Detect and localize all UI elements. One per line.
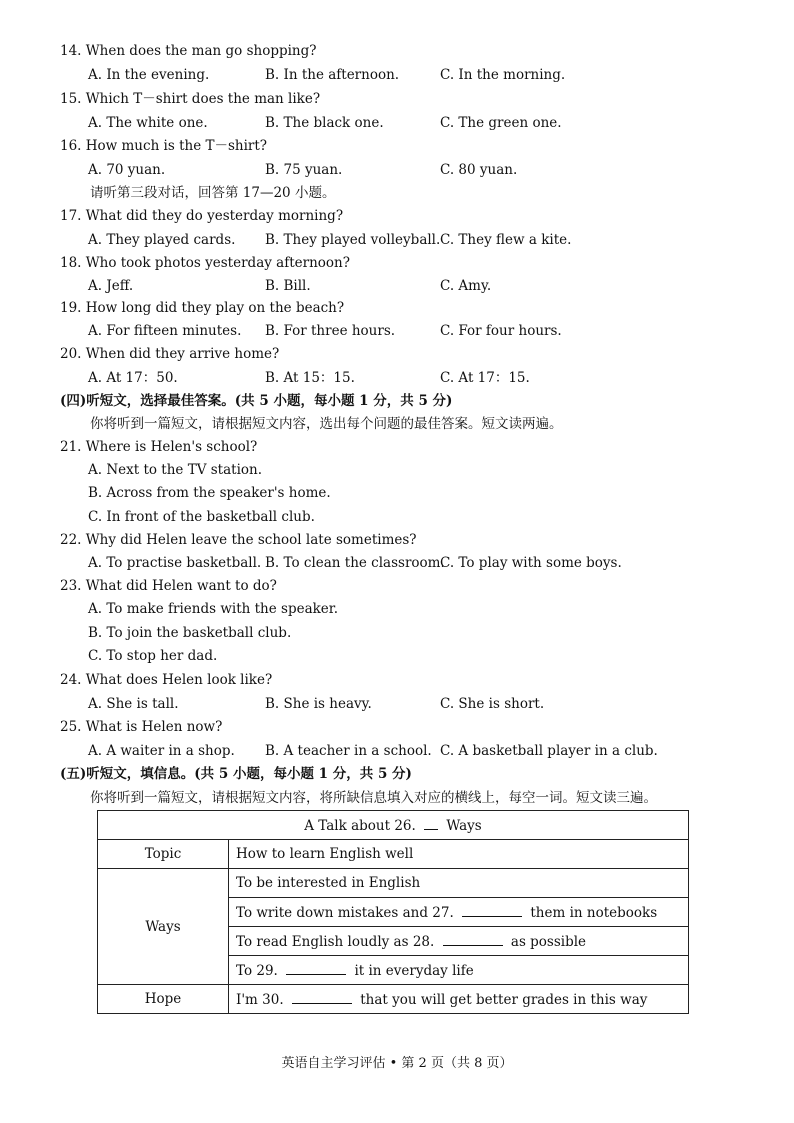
way-1: To be interested in English [229, 869, 689, 898]
hope-value [229, 985, 689, 1014]
table-title [98, 811, 689, 840]
option-a: A. At 17：50. [88, 370, 178, 386]
question-stem: 18. Who took photos yesterday afternoon? [60, 255, 350, 271]
option-a: A. They played cards. [88, 232, 236, 248]
option-a: A. Jeff. [88, 278, 134, 294]
way-4 [229, 956, 689, 985]
option-b: B. At 15：15. [265, 370, 355, 386]
hope-label: Hope [98, 985, 229, 1014]
option-b: B. 75 yuan. [265, 162, 343, 178]
option-a: A. The white one. [88, 115, 208, 131]
blank-27[interactable] [462, 904, 522, 917]
option-a: A. A waiter in a shop. [88, 743, 235, 759]
topic-label: Topic [98, 840, 229, 869]
option-c: C. A basketball player in a club. [440, 743, 658, 759]
option-b: B. They played volleyball. [265, 232, 441, 248]
option-c: C. Amy. [440, 278, 492, 294]
table-row [98, 840, 689, 869]
question-stem: 16. How much is the T－shirt? [60, 138, 268, 154]
option-b: B. The black one. [265, 115, 384, 131]
table-row [98, 811, 689, 840]
blank-26[interactable] [424, 817, 438, 830]
question-stem: 21. Where is Helen's school? [60, 439, 258, 455]
option-a: A. To practise basketball. [88, 555, 262, 571]
section4-heading: (四)听短文，选择最佳答案。(共 5 小题，每小题 1 分，共 5 分) [60, 393, 453, 409]
option-c: C. The green one. [440, 115, 562, 131]
section3-instruction: 请听第三段对话，回答第 17—20 小题。 [90, 185, 336, 201]
option-b: B. For three hours. [265, 323, 396, 339]
question-stem: 14. When does the man go shopping? [60, 43, 317, 59]
page-footer: 英语自主学习评估 • 第 2 页（共 8 页） [281, 1056, 513, 1071]
section5-instruction: 你将听到一篇短文，请根据短文内容，将所缺信息填入对应的横线上，每空一词。短文读三遍。 [90, 790, 657, 806]
question-stem: 19. How long did they play on the beach? [60, 300, 345, 316]
way-4-prefix: To 29. [236, 962, 278, 979]
question-stem: 22. Why did Helen leave the school late sometimes? [60, 532, 417, 548]
option-a: A. She is tall. [88, 696, 179, 712]
option-b: B. In the afternoon. [265, 67, 400, 83]
hope-prefix: I'm 30. [236, 991, 284, 1008]
question-stem: 23. What did Helen want to do? [60, 578, 277, 594]
way-4-suffix: it in everyday life [354, 962, 474, 979]
blank-30[interactable] [292, 991, 352, 1004]
option-c: C. To stop her dad. [88, 648, 218, 664]
way-3-suffix: as possible [510, 933, 587, 950]
option-b: B. She is heavy. [265, 696, 372, 712]
option-b: B. Across from the speaker's home. [88, 485, 331, 501]
option-b: B. Bill. [265, 278, 311, 294]
table-row [98, 985, 689, 1014]
section4-instruction: 你将听到一篇短文，请根据短文内容，选出每个问题的最佳答案。短文读两遍。 [90, 416, 563, 432]
way-2 [229, 898, 689, 927]
way-2-suffix: them in notebooks [530, 904, 658, 921]
option-c: C. 80 yuan. [440, 162, 518, 178]
option-a: A. For fifteen minutes. [88, 323, 242, 339]
option-c: C. She is short. [440, 696, 545, 712]
table-row [98, 869, 689, 898]
title-suffix: Ways [446, 817, 482, 834]
title-prefix: A Talk about 26. [304, 817, 416, 834]
question-stem: 25. What is Helen now? [60, 719, 223, 735]
info-table [97, 810, 689, 1014]
option-c: C. To play with some boys. [440, 555, 622, 571]
option-c: C. For four hours. [440, 323, 562, 339]
option-c: C. They flew a kite. [440, 232, 572, 248]
option-a: A. Next to the TV station. [88, 462, 263, 478]
option-c: C. At 17：15. [440, 370, 530, 386]
ways-label: Ways [98, 869, 229, 985]
blank-28[interactable] [443, 933, 503, 946]
option-a: A. To make friends with the speaker. [88, 601, 339, 617]
question-stem: 15. Which T－shirt does the man like? [60, 91, 321, 107]
way-2-prefix: To write down mistakes and 27. [236, 904, 454, 921]
question-stem: 20. When did they arrive home? [60, 346, 280, 362]
topic-value: How to learn English well [229, 840, 689, 869]
option-a: A. In the evening. [88, 67, 210, 83]
option-b: B. To clean the classroom. [265, 555, 445, 571]
option-c: C. In front of the basketball club. [88, 509, 315, 525]
question-stem: 24. What does Helen look like? [60, 672, 273, 688]
section5-heading: (五)听短文，填信息。(共 5 小题，每小题 1 分，共 5 分) [60, 766, 412, 782]
option-a: A. 70 yuan. [88, 162, 166, 178]
way-3 [229, 927, 689, 956]
option-b: B. A teacher in a school. [265, 743, 432, 759]
blank-29[interactable] [286, 962, 346, 975]
option-b: B. To join the basketball club. [88, 625, 292, 641]
hope-suffix: that you will get better grades in this way [360, 991, 648, 1008]
way-3-prefix: To read English loudly as 28. [236, 933, 435, 950]
option-c: C. In the morning. [440, 67, 566, 83]
question-stem: 17. What did they do yesterday morning? [60, 208, 344, 224]
